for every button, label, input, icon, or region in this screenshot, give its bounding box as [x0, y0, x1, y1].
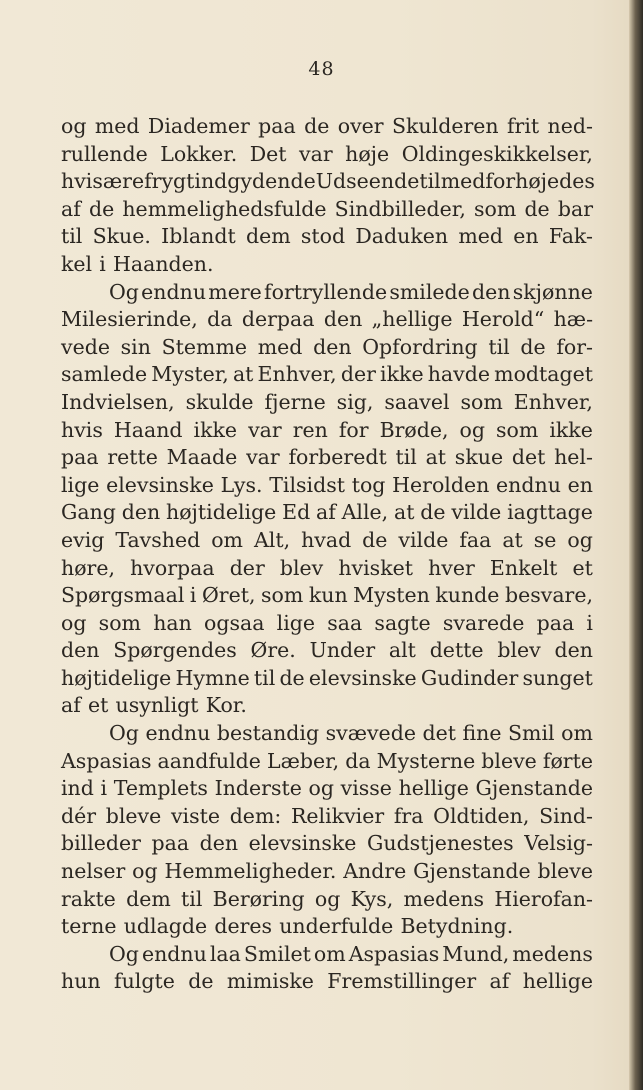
- word: den: [313, 334, 352, 359]
- word: med: [257, 334, 303, 359]
- text-line: [61, 803, 593, 831]
- word: Udseende: [315, 169, 420, 194]
- word: om: [211, 527, 243, 552]
- word: Gang: [61, 500, 116, 525]
- word: fine: [462, 721, 502, 746]
- word: Gudinder: [420, 665, 519, 690]
- word: paa: [258, 114, 296, 138]
- word: smilede: [389, 279, 470, 304]
- word: endnu: [141, 279, 207, 304]
- word: den: [472, 279, 511, 304]
- word: dem: [245, 224, 291, 249]
- word: over: [337, 114, 384, 138]
- word: af: [61, 693, 81, 718]
- word: Og: [109, 721, 139, 746]
- word: højtidelige: [166, 500, 277, 525]
- word: medens: [512, 941, 593, 966]
- word: at: [394, 500, 415, 525]
- word: blev: [279, 555, 324, 580]
- word: Relikvier: [290, 803, 385, 828]
- text-line: [61, 306, 593, 334]
- word: og: [61, 610, 87, 635]
- word: hemmelighedsfulde: [122, 196, 327, 221]
- word: for-: [556, 334, 593, 359]
- word: Mund,: [442, 941, 510, 966]
- word: Gudstjenestes: [366, 831, 514, 856]
- word: besvare,: [504, 583, 593, 608]
- word: som: [98, 610, 141, 635]
- word: af: [489, 969, 510, 994]
- word: hvad: [301, 527, 352, 552]
- word: forberedt: [288, 445, 387, 470]
- word: førte: [542, 748, 593, 773]
- word: vede: [61, 334, 110, 359]
- word: og: [459, 417, 486, 442]
- word: Velsig-: [524, 831, 593, 856]
- word: at: [232, 362, 254, 387]
- word: Læber,: [266, 748, 340, 773]
- word: at: [502, 527, 523, 552]
- word: Enhver,: [257, 362, 337, 387]
- word: iagttage: [507, 500, 593, 525]
- text-line: [61, 555, 593, 583]
- word: hun: [61, 969, 101, 994]
- word: var: [299, 141, 333, 166]
- word: havde: [427, 362, 490, 387]
- word: ind: [61, 776, 94, 801]
- text-line: [61, 692, 593, 720]
- text-line: [61, 279, 593, 307]
- text-line: [61, 472, 593, 500]
- word: Lys.: [220, 472, 263, 497]
- text-line: [61, 941, 593, 969]
- word: Aspasias: [348, 941, 440, 966]
- word: endnu: [145, 721, 211, 746]
- word: det: [511, 445, 546, 470]
- word: hvisket: [338, 555, 413, 580]
- text-line: [61, 223, 593, 251]
- word: den: [61, 638, 100, 663]
- word: evig: [61, 527, 105, 552]
- word: elevsinske: [106, 472, 214, 497]
- word: kunde: [435, 583, 500, 608]
- word: sunget: [522, 665, 593, 690]
- word: dette: [429, 638, 484, 663]
- word: saavel: [384, 389, 450, 414]
- word: Indvielsen,: [61, 389, 175, 414]
- word: nelser: [61, 859, 126, 884]
- word: Maade: [166, 445, 238, 470]
- word: skue: [454, 445, 504, 470]
- body-text: [61, 113, 593, 996]
- word: den: [554, 638, 593, 663]
- word: usynligt: [115, 693, 199, 718]
- word: Herolden: [392, 472, 490, 497]
- word: stod: [300, 224, 346, 249]
- word: Øret,: [201, 583, 256, 608]
- word: ren: [292, 417, 328, 442]
- text-line: [61, 720, 593, 748]
- word: da: [207, 307, 233, 332]
- word: Og: [109, 941, 139, 966]
- text-line: [61, 196, 593, 224]
- word: frit: [506, 114, 540, 138]
- word: svævede: [325, 721, 416, 746]
- word: viste: [170, 803, 220, 828]
- word: var: [248, 417, 282, 442]
- word: da: [345, 748, 371, 773]
- word: fortryllende: [264, 279, 388, 304]
- word: Hierofan-: [494, 886, 593, 911]
- word: at: [425, 445, 447, 470]
- word: høje: [345, 141, 390, 166]
- word: bleve: [481, 748, 537, 773]
- text-line: [61, 361, 593, 389]
- word: som: [496, 417, 539, 442]
- text-line: [61, 168, 593, 196]
- word: lige: [276, 610, 316, 635]
- word: billeder: [61, 831, 141, 856]
- word: sig,: [336, 389, 374, 414]
- word: elevsinske: [308, 665, 417, 690]
- text-line: [61, 913, 593, 941]
- word: Det: [249, 141, 287, 166]
- word: Mysten: [353, 583, 430, 608]
- word: skjønne: [512, 279, 593, 304]
- word: ikke: [549, 417, 593, 442]
- word: den: [199, 831, 239, 856]
- word: ogsaa: [204, 610, 265, 635]
- word: høre,: [61, 555, 115, 580]
- word: og: [567, 527, 593, 552]
- word: de: [279, 665, 305, 690]
- text-line: [61, 444, 593, 472]
- word: rakte: [61, 886, 116, 911]
- word: Og: [109, 279, 139, 304]
- word: som: [473, 196, 517, 221]
- word: svarede: [442, 610, 525, 635]
- word: Mysterne: [376, 748, 476, 773]
- text-line: [61, 968, 593, 996]
- word: Berøring: [212, 886, 305, 911]
- word: Haanden.: [113, 251, 214, 276]
- word: hver: [428, 555, 475, 580]
- word: bleve: [105, 803, 162, 828]
- word: sin: [120, 334, 151, 359]
- word: forhøjedes: [485, 169, 595, 194]
- word: som: [460, 389, 503, 414]
- word: af: [61, 196, 81, 221]
- text-line: [61, 251, 593, 279]
- word: Smil: [508, 721, 555, 746]
- word: hel-: [554, 445, 593, 470]
- word: Alt,: [253, 527, 291, 552]
- word: der: [229, 555, 265, 580]
- word: de: [520, 334, 546, 359]
- word: det: [422, 721, 456, 746]
- page-number: 48: [308, 58, 335, 80]
- word: som: [261, 583, 304, 608]
- word: til: [395, 445, 417, 470]
- word: de: [362, 527, 388, 552]
- word: kel: [61, 251, 93, 276]
- word: Inderste: [214, 776, 302, 801]
- word: endnu: [141, 941, 207, 966]
- word: med: [458, 224, 504, 249]
- word: elevsinske: [248, 831, 357, 856]
- word: med: [94, 114, 140, 138]
- text-line: [61, 610, 593, 638]
- word: vilde: [398, 527, 449, 552]
- word: Smilet: [243, 941, 311, 966]
- text-line: [61, 417, 593, 445]
- word: samlede: [61, 362, 148, 387]
- word: Kys,: [350, 886, 394, 911]
- word: til: [253, 665, 276, 690]
- word: til: [61, 224, 83, 249]
- word: og: [314, 886, 341, 911]
- word: til: [488, 334, 510, 359]
- word: der: [340, 362, 376, 387]
- word: Enhver,: [513, 389, 593, 414]
- word: de: [188, 969, 214, 994]
- word: Ed: [282, 500, 311, 525]
- word: Opfordring: [362, 334, 478, 359]
- word: om: [313, 941, 346, 966]
- word: og: [61, 114, 87, 138]
- word: fra: [393, 803, 424, 828]
- word: hvis: [61, 417, 103, 442]
- word: et: [572, 555, 593, 580]
- word: modtaget: [494, 362, 593, 387]
- word: fulgte: [113, 969, 175, 994]
- word: Stemme: [161, 334, 248, 359]
- word: skulde: [185, 389, 254, 414]
- word: Diademer: [147, 114, 250, 138]
- word: Herold“: [461, 307, 545, 332]
- word: blev: [497, 638, 541, 663]
- word: den: [323, 307, 363, 332]
- word: Templets: [113, 776, 208, 801]
- word: til: [181, 886, 203, 911]
- word: Øre.: [250, 638, 296, 663]
- word: Lokker.: [160, 141, 238, 166]
- word: ikke: [380, 362, 424, 387]
- word: Skulderen: [391, 114, 499, 138]
- word: bar: [557, 196, 593, 221]
- text-line: [61, 775, 593, 803]
- text-line: [61, 141, 593, 169]
- word: visse: [340, 776, 392, 801]
- text-line: [61, 389, 593, 417]
- word: hvorpaa: [130, 555, 215, 580]
- word: lige: [61, 472, 100, 497]
- word: et: [87, 693, 109, 718]
- word: en: [567, 472, 593, 497]
- word: aandfulde: [157, 748, 261, 773]
- word: en: [513, 224, 539, 249]
- word: Betydning.: [400, 914, 514, 939]
- word: de: [524, 196, 550, 221]
- word: ned-: [547, 114, 593, 138]
- word: vilde: [451, 500, 502, 525]
- text-line: [61, 113, 593, 141]
- word: tilmed: [419, 169, 486, 194]
- word: Enkelt: [489, 555, 558, 580]
- text-line: [61, 665, 593, 693]
- word: saa: [327, 610, 363, 635]
- word: Skue.: [92, 224, 151, 249]
- word: i: [100, 776, 108, 801]
- word: mere: [208, 279, 262, 304]
- text-line: [61, 830, 593, 858]
- word: de: [88, 196, 115, 221]
- word: dér: [61, 803, 97, 828]
- word: Gjenstande: [475, 776, 593, 801]
- word: Spørgsmaal: [61, 583, 185, 608]
- word: Gjenstande: [413, 859, 531, 884]
- word: dem: [126, 886, 171, 911]
- word: paa: [151, 831, 190, 856]
- word: bestandig: [216, 721, 320, 746]
- word: Brøde,: [379, 417, 449, 442]
- word: laa: [209, 941, 241, 966]
- word: Sind-: [539, 803, 593, 828]
- word: rullende: [61, 141, 148, 166]
- word: hellige: [522, 969, 593, 994]
- word: Under: [309, 638, 376, 663]
- text-line: [61, 637, 593, 665]
- text-line: [61, 858, 593, 886]
- word: mimiske: [226, 969, 314, 994]
- word: hæ-: [553, 307, 593, 332]
- word: alt: [388, 638, 416, 663]
- word: og: [132, 859, 158, 884]
- page-edge-shadow: [629, 0, 643, 1090]
- word: for: [338, 417, 369, 442]
- word: hvis: [61, 169, 103, 194]
- word: kun: [308, 583, 348, 608]
- word: Hemmeligheder.: [164, 859, 337, 884]
- word: Tavshed: [115, 527, 201, 552]
- text-line: [61, 334, 593, 362]
- word: se: [533, 527, 557, 552]
- word: tog: [351, 472, 386, 497]
- word: Aspasias: [61, 748, 152, 773]
- word: udlagde: [123, 914, 208, 939]
- text-line: [61, 582, 593, 610]
- word: „hellige: [371, 307, 453, 332]
- word: ikke: [193, 417, 238, 442]
- word: Oldtiden,: [433, 803, 530, 828]
- word: i: [189, 583, 197, 608]
- word: i: [99, 251, 106, 276]
- word: Haand: [113, 417, 183, 442]
- word: Oldingeskikkelser,: [401, 141, 593, 166]
- word: bleve: [537, 859, 593, 884]
- word: de: [420, 500, 446, 525]
- word: terne: [61, 914, 117, 939]
- word: Spørgendes: [113, 638, 237, 663]
- word: Alle,: [341, 500, 389, 525]
- word: var: [246, 445, 280, 470]
- word: faa: [459, 527, 492, 552]
- word: medens: [403, 886, 485, 911]
- word: dem:: [229, 803, 282, 828]
- word: Kor.: [205, 693, 247, 718]
- word: den: [121, 500, 161, 525]
- word: i: [586, 610, 593, 635]
- word: hellige: [398, 776, 469, 801]
- word: deres: [214, 914, 273, 939]
- word: Hymne: [175, 665, 250, 690]
- word: paa: [61, 445, 99, 470]
- word: Myster,: [151, 362, 229, 387]
- word: Fremstillinger: [327, 969, 477, 994]
- word: rette: [107, 445, 158, 470]
- word: Tilsidst: [269, 472, 345, 497]
- word: han: [153, 610, 192, 635]
- word: ærefrygtindgydende: [102, 169, 316, 194]
- text-line: [61, 499, 593, 527]
- word: Sindbilleder,: [334, 196, 466, 221]
- word: fjerne: [264, 389, 326, 414]
- text-line: [61, 748, 593, 776]
- word: Daduken: [355, 224, 449, 249]
- text-line: [61, 886, 593, 914]
- word: Fak-: [548, 224, 593, 249]
- word: af: [316, 500, 336, 525]
- word: underfulde: [279, 914, 394, 939]
- word: og: [308, 776, 334, 801]
- word: paa: [536, 610, 575, 635]
- word: Milesierinde,: [61, 307, 198, 332]
- word: de: [304, 114, 330, 138]
- word: om: [561, 721, 593, 746]
- word: sagte: [374, 610, 431, 635]
- word: Andre: [343, 859, 407, 884]
- word: højtidelige: [61, 665, 172, 690]
- text-line: [61, 527, 593, 555]
- word: endnu: [496, 472, 561, 497]
- word: Iblandt: [161, 224, 236, 249]
- word: derpaa: [241, 307, 315, 332]
